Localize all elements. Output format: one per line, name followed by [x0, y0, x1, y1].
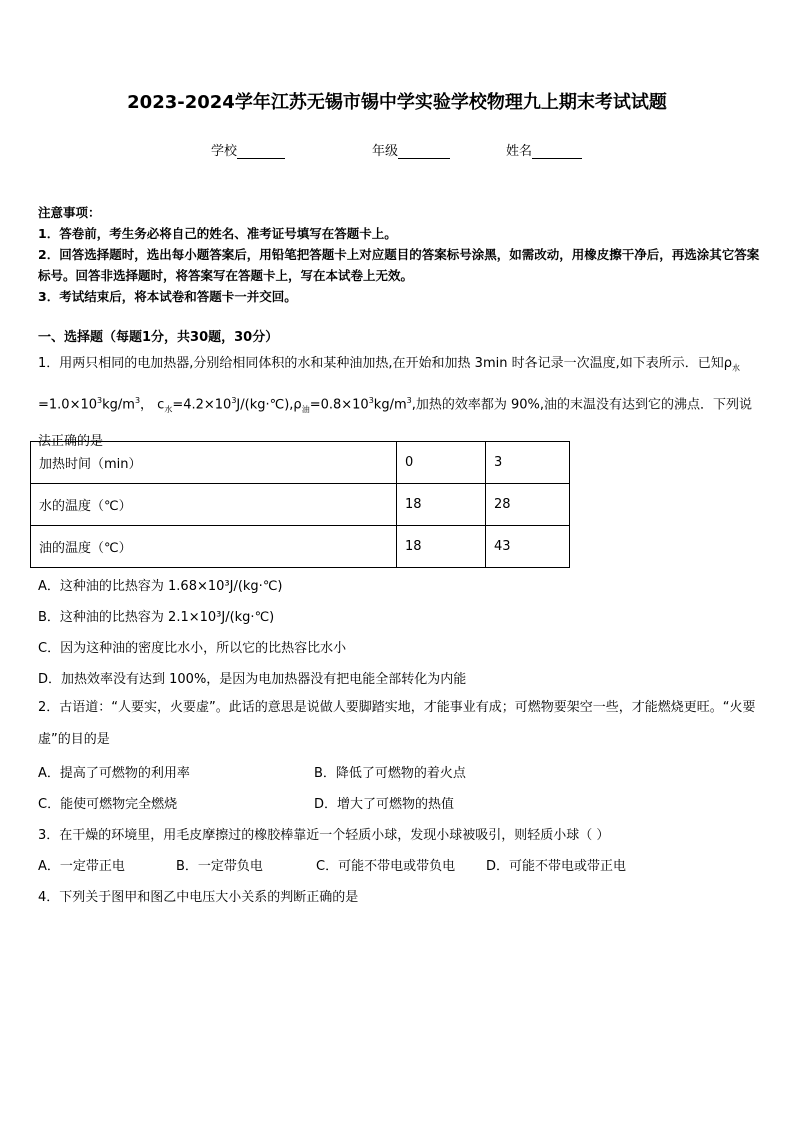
name-label: 姓名 [506, 144, 533, 159]
school-field [211, 140, 285, 159]
name-field [506, 140, 582, 159]
section-title: 一、选择题（每题1分，共30题，30分） [38, 330, 279, 345]
q1-text-a: 1．用两只相同的电加热器,分别给相同体积的水和某种油加热,在开始和加热 3min 时各记录一次温度,如下表所示．已知ρ [38, 356, 732, 371]
q1-sub-water-2: 水 [164, 404, 173, 414]
q1-option-d: D．加热效率没有达到 100%，是因为电加热器没有把电能全部转化为内能 [38, 672, 467, 687]
page-title: 2023-2024学年江苏无锡市锡中学实验学校物理九上期末考试试题 [127, 92, 667, 113]
table-cell: 0 [397, 442, 486, 484]
question-2-stem: 2．古语道：“人要实，火要虚”。此话的意思是说做人要脚踏实地，才能事业有成；可燃物要架空一些，才能燃烧更旺。“火要虚”的目的是 [38, 700, 756, 747]
q1-option-b: B．这种油的比热容为 2.1×10³J/(kg·℃) [38, 610, 275, 625]
q1-text-h: kg/m [373, 396, 407, 412]
table-row [31, 484, 570, 526]
table-cell: 水的温度（℃） [31, 484, 397, 526]
q1-sub-water: 水 [731, 363, 740, 373]
q2-option-d: D．增大了可燃物的热值 [314, 797, 455, 812]
grade-blank [398, 144, 450, 159]
q1-text-g: =0.8×10 [309, 396, 369, 412]
q1-sup-1: 3 [97, 395, 103, 405]
table-cell: 油的温度（℃） [31, 526, 397, 568]
grade-label: 年级 [372, 144, 399, 159]
table-row [31, 442, 570, 484]
table-cell: 28 [486, 484, 570, 526]
notes-heading: 注意事项： [38, 205, 101, 220]
notes-item-2: 2．回答选择题时，选出每小题答案后，用铅笔把答题卡上对应题目的答案标号涂黑，如需改动，用橡皮擦干净后，再选涂其它答案标号。回答非选择题时，将答案写在答题卡上，写在本试卷上无效。 [38, 247, 760, 283]
q1-text-b: =1.0×10 [38, 396, 98, 412]
q2-option-a: A．提高了可燃物的利用率 [38, 766, 190, 781]
q3-option-c: C．可能不带电或带负电 [316, 859, 456, 874]
q1-text-e: =4.2×10 [172, 396, 232, 412]
table-cell: 3 [486, 442, 570, 484]
q1-sup-3: 3 [231, 395, 237, 405]
q1-text-d: ， c [140, 396, 165, 412]
q2-option-b: B．降低了可燃物的着火点 [314, 766, 466, 781]
q1-sub-oil: 油 [301, 404, 310, 414]
school-blank [237, 144, 285, 159]
school-label: 学校 [211, 144, 238, 159]
q1-data-table [30, 441, 570, 568]
table-cell: 加热时间（min） [31, 442, 397, 484]
question-3-stem: 3．在干燥的环境里，用毛皮摩擦过的橡胶棒靠近一个轻质小球，发现小球被吸引，则轻质小球（ ） [38, 828, 610, 843]
q1-text-f: J/(kg·℃),ρ [236, 396, 302, 412]
grade-field [372, 140, 450, 159]
notes-block [38, 202, 760, 307]
q1-text-i: ,加热的效率都为 90%,油的末温没有达到它的沸点．下列说法正确的是 [38, 396, 753, 449]
q3-option-d: D．可能不带电或带正电 [486, 859, 627, 874]
table-cell: 18 [397, 484, 486, 526]
notes-item-1: 1．答卷前，考生务必将自己的姓名、准考证号填写在答题卡上。 [38, 226, 397, 241]
table-cell: 18 [397, 526, 486, 568]
table-cell: 43 [486, 526, 570, 568]
notes-item-3: 3．考试结束后，将本试卷和答题卡一并交回。 [38, 289, 297, 304]
q1-option-c: C．因为这种油的密度比水小，所以它的比热容比水小 [38, 641, 347, 656]
q1-sup-2: 3 [134, 395, 141, 405]
q1-sup-5: 3 [406, 395, 412, 405]
table-row [31, 526, 570, 568]
q3-option-b: B．一定带负电 [176, 859, 263, 874]
q1-option-a: A．这种油的比热容为 1.68×10³J/(kg·℃) [38, 579, 283, 594]
question-4-stem: 4．下列关于图甲和图乙中电压大小关系的判断正确的是 [38, 890, 359, 905]
q3-option-a: A．一定带正电 [38, 859, 125, 874]
q1-text-c: kg/m [102, 396, 135, 412]
name-blank [532, 144, 582, 159]
q2-option-c: C．能使可燃物完全燃烧 [38, 797, 178, 812]
q1-sup-4: 3 [368, 395, 374, 405]
